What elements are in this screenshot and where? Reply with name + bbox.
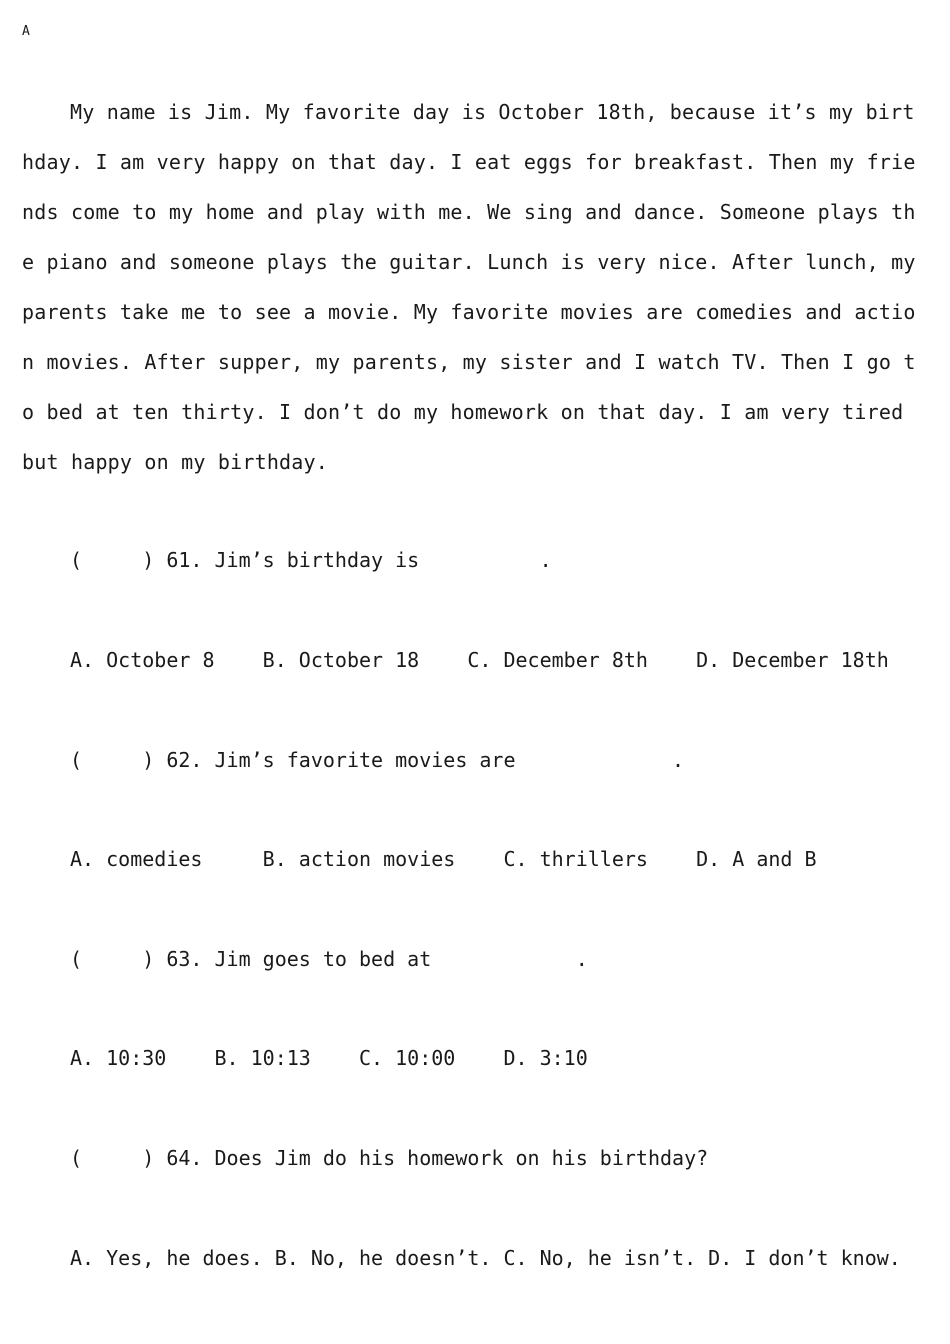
question-62: ( ) 62. Jim’s favorite movies are . [70, 748, 685, 772]
question-61-options: A. October 8 B. October 18 C. December 8th D. December 18th [70, 648, 889, 672]
question-61: ( ) 61. Jim’s birthday is . [70, 548, 552, 572]
question-63-options: A. 10:30 B. 10:13 C. 10:00 D. 3:10 [70, 1046, 588, 1070]
question-64-options: A. Yes, he does. B. No, he doesn’t. C. No, he isn’t. D. I don’t know. [70, 1246, 901, 1270]
question-64: ( ) 64. Does Jim do his homework on his birthday? [70, 1146, 709, 1170]
question-63: ( ) 63. Jim goes to bed at . [70, 947, 588, 971]
question-62-options: A. comedies B. action movies C. thrillers D. A and B [70, 847, 817, 871]
reading-passage: My name is Jim. My favorite day is October 18th, because it’s my birthday. I am very happy on that day. I eat eggs for breakfast. Then my friends come to my home and play with me. We sing and dance. Someone plays the piano and someone plays the guitar. Lunch is very nice. After lunch, my parents take me to see a movie. My favorite movies are comedies and action movies. After supper, my parents, my sister and I watch TV. Then I go to bed at ten thirty. I don’t do my homework on that day. I am very tired but happy on my birthday. [22, 100, 916, 474]
section-label: A [22, 24, 30, 39]
